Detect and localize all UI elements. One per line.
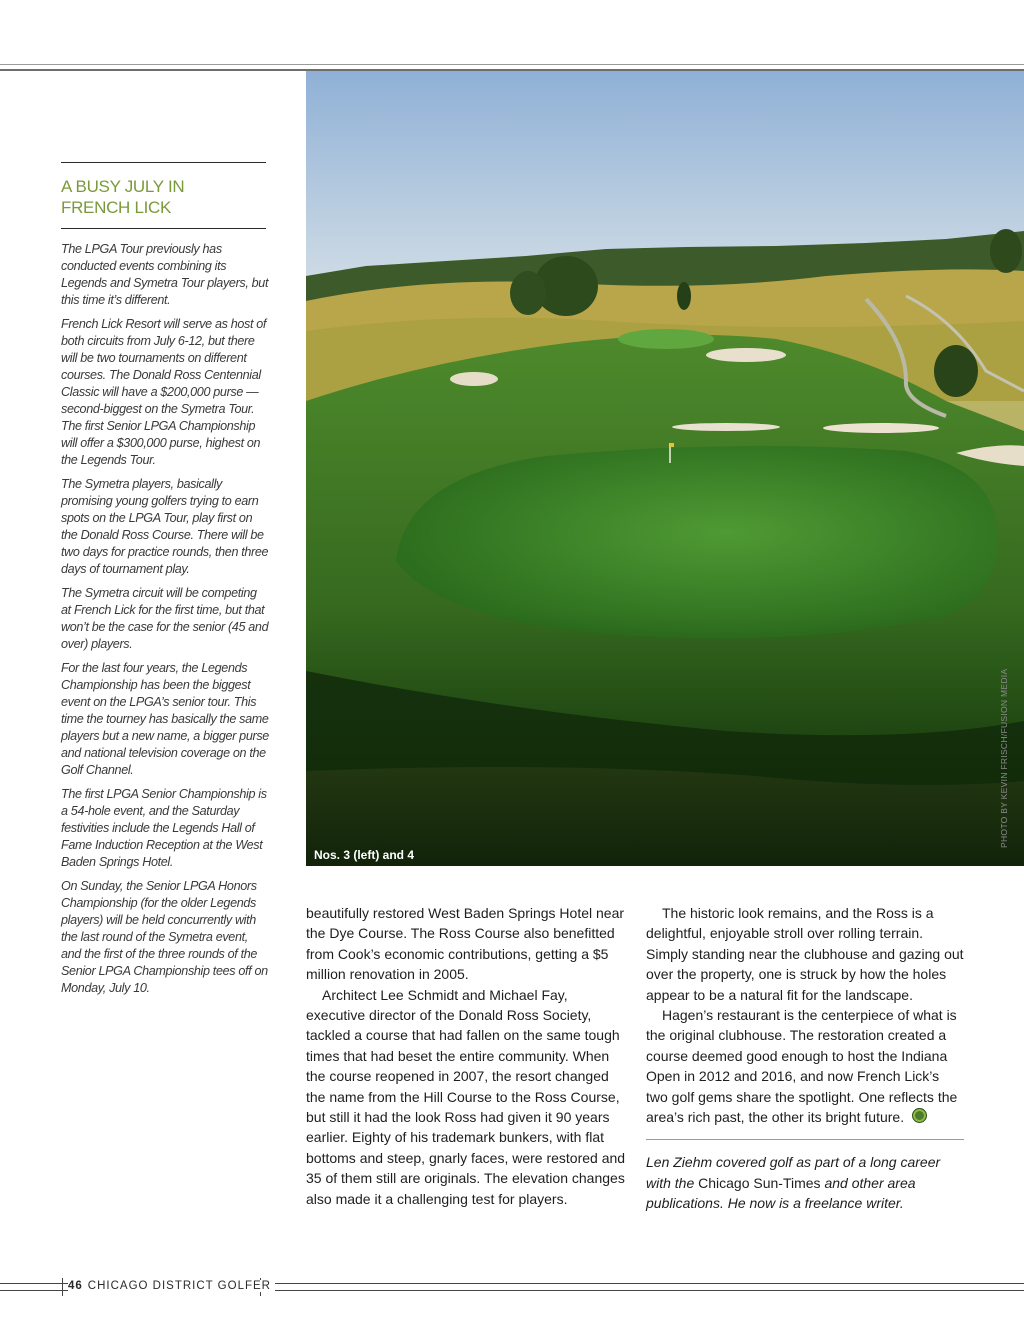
distant-green (618, 329, 714, 349)
footer-tick (62, 1278, 63, 1296)
page-number: 46 (68, 1280, 83, 1292)
sidebar-box (61, 162, 269, 1004)
putting-green (396, 446, 997, 638)
sidebar-paragraph: The Symetra circuit will be competing at French Lick for the first time, but that won’t be the case for the senior (45 and over) players. (61, 586, 269, 651)
bunker (450, 372, 498, 386)
article-paragraph: Architect Lee Schmidt and Michael Fay, executive director of the Donald Ross Society, tackled a course that had fallen on the same tough times that had beset the entire community. When the course reopened in 2007, the resort changed the name from the Hill Course to the Ross Course, but still it had the look Ross had given it 90 years earlier. Eighty of his trademark bunkers, with flat bottoms and steep, gnarly faces, were restored and 35 of them still are originals. The elevation changes also made it a challenging test for players. (306, 986, 626, 1207)
sidebar-paragraph: For the last four years, the Legends Championship has been the biggest event on the LPGA’s senior tour. This time the tourney has basically the same players but a new name, a bigger purse and national television coverage on the Golf Channel. (61, 661, 269, 777)
flag (670, 443, 674, 447)
author-bio-publication: Chicago Sun-Times (698, 1174, 821, 1191)
top-rule (0, 64, 1024, 65)
photo-caption: Nos. 3 (left) and 4 (314, 848, 415, 862)
sidebar-top-rule (61, 162, 266, 163)
sidebar-paragraph: French Lick Resort will serve as host of both circuits from July 6-12, but there will be two tournaments on different courses. The Donald Ross Centennial Classic will have a $200,000 purse — second-biggest on the Symetra Tour. The first Senior LPGA Championship will offer a $300,000 purse, highest on the Legends Tour. (61, 317, 267, 467)
sidebar-paragraph: The LPGA Tour previously has conducted events combining its Legends and Symetra Tour players, but this time it’s different. (61, 242, 269, 307)
tree (934, 345, 978, 397)
tree (510, 271, 546, 315)
tree (990, 229, 1022, 273)
bio-rule (646, 1139, 964, 1140)
photo-credit-text: PHOTO BY KEVIN FRISCH/FUSION MEDIA (999, 668, 1009, 848)
bunker (823, 423, 939, 433)
sidebar-body (61, 241, 269, 997)
author-bio-part1: Len Ziehm covered golf as part of a long career with the (646, 1154, 941, 1191)
article-paragraph: beautifully restored West Baden Springs Hotel near the Dye Course. The Ross Course also benefitted from Cook’s economic contributions, getting a $5 million renovation in 2005. (306, 905, 625, 983)
sidebar-title-line2: FRENCH LICK (61, 198, 172, 217)
article-paragraph (646, 1005, 964, 1127)
sidebar-title-line1: A BUSY JULY IN (61, 177, 185, 196)
footer-folio (68, 1280, 275, 1292)
sidebar-title-rule (61, 228, 266, 229)
sidebar-paragraph: On Sunday, the Senior LPGA Honors Championship (for the older Legends players) will be held concurrently with the last round of the Symetra event, and the first of the three rounds of the Senior LPGA Championship tees off on Monday, July 10. (61, 879, 268, 995)
end-of-story-icon (912, 1108, 927, 1123)
bunker (706, 348, 786, 362)
article-paragraph-text: Hagen’s restaurant is the centerpiece of what is the original clubhouse. The restoration created a course deemed good enough to host the Indiana Open in 2012 and 2016, and now French Lick’s two golf gems share the spotlight. One reflects the area’s rich past, the other its bright future. (646, 1007, 958, 1126)
author-bio-part2: and other area publications. He now is a freelance writer. (646, 1174, 916, 1212)
golf-course-photo (306, 71, 1024, 866)
bunker (672, 423, 780, 431)
sidebar-title (61, 176, 269, 218)
foreground-shadow (306, 611, 1024, 866)
article-paragraph: The historic look remains, and the Ross is a delightful, enjoyable stroll over rolling terrain. Simply standing near the clubhouse and gazing out over the property, one is struck by how the holes appear to be a natural fit for the landscape. (646, 905, 964, 1003)
sidebar-paragraph: The first LPGA Senior Championship is a 54-hole event, and the Saturday festivities include the Legends Hall of Fame Induction Reception at the West Baden Springs Hotel. (61, 787, 267, 869)
article-column-1 (306, 903, 628, 1209)
magazine-name: CHICAGO DISTRICT GOLFER (87, 1280, 271, 1292)
tree (677, 282, 691, 310)
article-column-2 (646, 903, 964, 1214)
golf-course-illustration (306, 71, 1024, 866)
sidebar-paragraph: The Symetra players, basically promising young golfers trying to earn spots on the LPGA Tour, play first on the Donald Ross Course. There will be two days for practice rounds, then three days of tournament play. (61, 477, 269, 576)
author-bio (646, 1152, 964, 1213)
